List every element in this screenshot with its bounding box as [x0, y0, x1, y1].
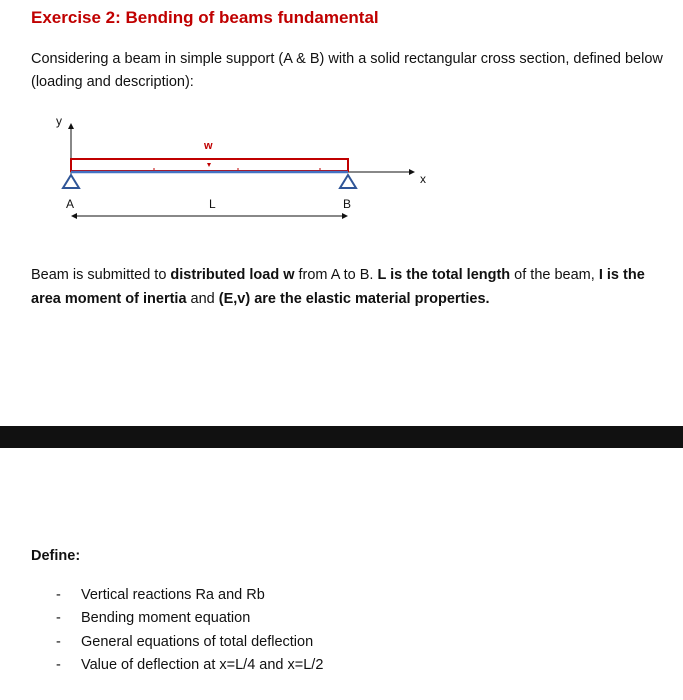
list-item	[56, 654, 323, 677]
list-item-text: General equations of total deflection	[81, 633, 314, 650]
desc-text: from A to B.	[294, 267, 378, 283]
desc-text: and	[186, 291, 219, 307]
length-label: L	[209, 197, 216, 211]
support-b-label: B	[343, 197, 352, 211]
exercise-title: Exercise 2: Bending of beams fundamental	[31, 8, 379, 27]
load-arrow-icon	[207, 163, 211, 167]
define-list	[56, 584, 323, 677]
desc-text: Beam is submitted to	[31, 267, 171, 283]
support-b-icon	[340, 175, 356, 188]
list-item	[56, 584, 323, 607]
desc-bold: I is the area moment of inertia	[31, 267, 645, 307]
redaction-bar	[0, 426, 683, 448]
beam-diagram	[40, 108, 460, 228]
list-item	[56, 631, 323, 654]
x-axis-label: x	[420, 172, 426, 186]
desc-bold: L is the total length	[377, 267, 511, 283]
list-item-text: Value of deflection at x=L/4 and x=L/2	[81, 656, 324, 673]
bullet-dash: -	[56, 656, 61, 673]
y-axis-label: y	[56, 114, 62, 128]
support-a-icon	[63, 175, 79, 188]
bullet-dash: -	[56, 610, 61, 627]
desc-bold: (E,v) are the elastic material properties.	[218, 291, 490, 307]
desc-text: of the beam,	[510, 267, 599, 283]
list-item-text: Bending moment equation	[81, 610, 251, 627]
bullet-dash: -	[56, 587, 61, 603]
list-item-text: Vertical reactions Ra and Rb	[81, 587, 265, 603]
intro-paragraph: Considering a beam in simple support (A & B) with a solid rectangular cross section, defined below (loading and description):	[31, 51, 663, 90]
description-paragraph	[31, 263, 676, 311]
load-label: w	[204, 140, 213, 152]
desc-bold: distributed load w	[170, 267, 295, 283]
list-item	[56, 607, 323, 630]
bullet-dash: -	[56, 633, 61, 650]
support-a-label: A	[66, 197, 75, 211]
define-heading: Define:	[31, 548, 81, 564]
